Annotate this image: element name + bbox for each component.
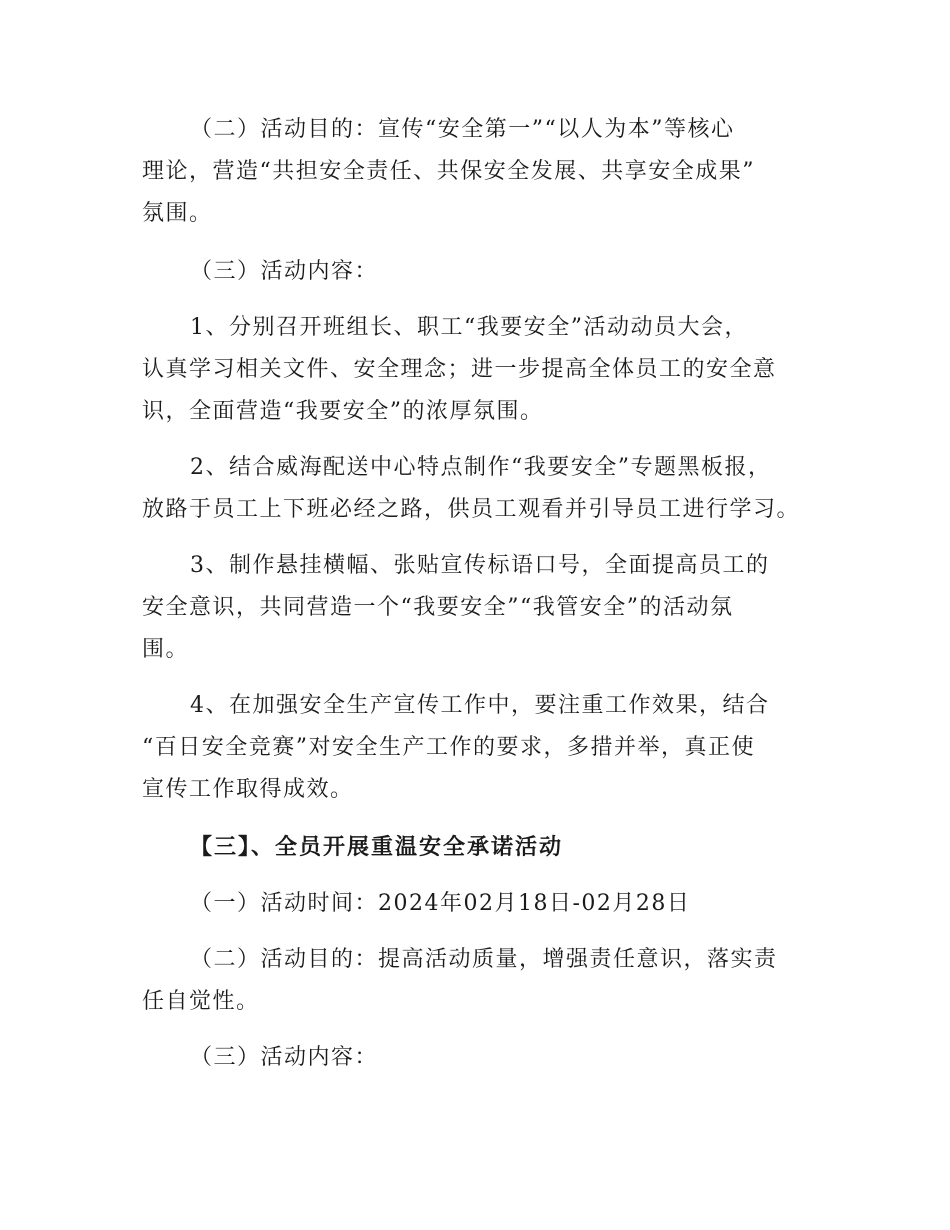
paragraph-item-4-line-2: “百日安全竞赛”对安全生产工作的要求，多措并举，真正使 — [142, 735, 755, 760]
paragraph-item-3-line-3: 围。 — [142, 637, 190, 662]
paragraph-activity-purpose-2-line-1: （二）活动目的：提高活动质量，增强责任意识，落实责 — [190, 947, 778, 972]
paragraph-item-3-line-1: 3、制作悬挂横幅、张贴宣传标语口号，全面提高员工的 — [190, 553, 770, 578]
paragraph-activity-purpose-line-3: 氛围。 — [142, 201, 213, 226]
paragraph-item-2-line-1: 2、结合威海配送中心特点制作“我要安全”专题黑板报， — [190, 455, 772, 480]
paragraph-activity-time: （一）活动时间：2024年02月18日-02月28日 — [190, 891, 691, 916]
paragraph-activity-purpose-line-2: 理论，营造“共担安全责任、共保安全发展、共享安全成果” — [142, 159, 755, 184]
paragraph-item-1-line-3: 识，全面营造“我要安全”的浓厚氛围。 — [142, 399, 544, 424]
paragraph-item-1-line-1: 1、分别召开班组长、职工“我要安全”活动动员大会， — [190, 315, 748, 340]
paragraph-item-3-line-2: 安全意识，共同营造一个“我要安全”“我管安全”的活动氛 — [142, 595, 734, 620]
paragraph-item-2-line-2: 放路于员工上下班必经之路，供员工观看并引导员工进行学习。 — [142, 497, 801, 522]
paragraph-item-4-line-3: 宣传工作取得成效。 — [142, 777, 354, 802]
paragraph-activity-content-heading: （三）活动内容： — [190, 259, 379, 284]
paragraph-activity-purpose-2-line-2: 任自觉性。 — [142, 989, 260, 1014]
paragraph-activity-content-heading-2: （三）活动内容： — [190, 1045, 379, 1070]
paragraph-activity-purpose-line-1: （二）活动目的：宣传“安全第一”“以人为本”等核心 — [190, 117, 735, 142]
section-heading-safety-commitment: 【三】、全员开展重温安全承诺活动 — [190, 835, 564, 860]
paragraph-item-4-line-1: 4、在加强安全生产宣传工作中，要注重工作效果，结合 — [190, 693, 770, 718]
paragraph-item-1-line-2: 认真学习相关文件、安全理念；进一步提高全体员工的安全意 — [142, 357, 777, 382]
